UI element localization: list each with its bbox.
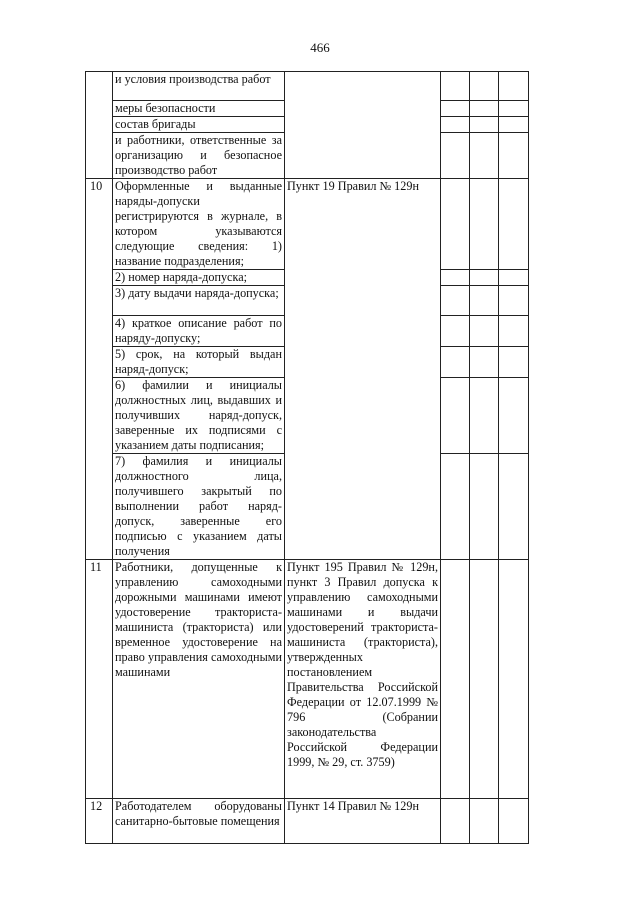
answer-yes-cell[interactable] bbox=[441, 316, 470, 347]
answer-no-cell[interactable] bbox=[470, 347, 499, 378]
requirement-cell: 7) фамилия и инициалы должностного лица, получившего закрытый по выполнении работ наряд-допуск, заверенные его подписью с указанием даты получения bbox=[113, 454, 285, 560]
table-row bbox=[86, 799, 529, 844]
answer-na-cell[interactable] bbox=[499, 799, 529, 844]
answer-na-cell[interactable] bbox=[499, 378, 529, 454]
answer-yes-cell[interactable] bbox=[441, 72, 470, 101]
answer-no-cell[interactable] bbox=[470, 799, 499, 844]
table-row bbox=[86, 72, 529, 101]
answer-yes-cell[interactable] bbox=[441, 347, 470, 378]
answer-na-cell[interactable] bbox=[499, 316, 529, 347]
answer-na-cell[interactable] bbox=[499, 179, 529, 270]
answer-na-cell[interactable] bbox=[499, 560, 529, 799]
checklist-table bbox=[85, 71, 529, 844]
requirement-cell: состав бригады bbox=[113, 117, 285, 133]
requirement-cell: и работники, ответственные за организацию и безопасное производство работ bbox=[113, 133, 285, 179]
table-row bbox=[86, 179, 529, 270]
reference-cell: Пункт 19 Правил № 129н bbox=[285, 179, 441, 560]
row-number-cell: 12 bbox=[86, 799, 113, 844]
requirement-cell: и условия производства работ bbox=[113, 72, 285, 101]
answer-na-cell[interactable] bbox=[499, 133, 529, 179]
answer-na-cell[interactable] bbox=[499, 270, 529, 286]
row-number-cell: 10 bbox=[86, 179, 113, 560]
answer-yes-cell[interactable] bbox=[441, 378, 470, 454]
answer-yes-cell[interactable] bbox=[441, 117, 470, 133]
answer-yes-cell[interactable] bbox=[441, 454, 470, 560]
answer-yes-cell[interactable] bbox=[441, 270, 470, 286]
answer-na-cell[interactable] bbox=[499, 72, 529, 101]
answer-na-cell[interactable] bbox=[499, 117, 529, 133]
reference-cell: Пункт 14 Правил № 129н bbox=[285, 799, 441, 844]
answer-no-cell[interactable] bbox=[470, 179, 499, 270]
row-number-cell bbox=[86, 72, 113, 179]
answer-no-cell[interactable] bbox=[470, 454, 499, 560]
answer-no-cell[interactable] bbox=[470, 378, 499, 454]
page-number: 466 bbox=[310, 40, 330, 55]
answer-no-cell[interactable] bbox=[470, 560, 499, 799]
answer-yes-cell[interactable] bbox=[441, 179, 470, 270]
answer-yes-cell[interactable] bbox=[441, 799, 470, 844]
answer-na-cell[interactable] bbox=[499, 101, 529, 117]
requirement-cell: 5) срок, на который выдан наряд-допуск; bbox=[113, 347, 285, 378]
answer-yes-cell[interactable] bbox=[441, 133, 470, 179]
answer-no-cell[interactable] bbox=[470, 101, 499, 117]
requirement-cell: Работники, допущенные к управлению самоходными дорожными машинами имеют удостоверение тракториста-машиниста (тракториста) или временное удостоверение на право управления самоходными машинами bbox=[113, 560, 285, 799]
answer-no-cell[interactable] bbox=[470, 316, 499, 347]
requirement-cell: 6) фамилии и инициалы должностных лиц, выдавших и получивших наряд-допуск, заверенные их подписями с указанием даты подписания; bbox=[113, 378, 285, 454]
answer-no-cell[interactable] bbox=[470, 270, 499, 286]
requirement-cell: 3) дату выдачи наряда-допуска; bbox=[113, 286, 285, 316]
requirement-cell: 4) краткое описание работ по наряду-допуску; bbox=[113, 316, 285, 347]
answer-no-cell[interactable] bbox=[470, 117, 499, 133]
answer-yes-cell[interactable] bbox=[441, 101, 470, 117]
answer-na-cell[interactable] bbox=[499, 454, 529, 560]
requirement-cell: Оформленные и выданные наряды-допуски регистрируются в журнале, в котором указываются следующие сведения: 1) название подразделения; bbox=[113, 179, 285, 270]
answer-no-cell[interactable] bbox=[470, 286, 499, 316]
answer-no-cell[interactable] bbox=[470, 133, 499, 179]
requirement-cell: 2) номер наряда-допуска; bbox=[113, 270, 285, 286]
answer-no-cell[interactable] bbox=[470, 72, 499, 101]
answer-na-cell[interactable] bbox=[499, 347, 529, 378]
table-row bbox=[86, 560, 529, 799]
answer-yes-cell[interactable] bbox=[441, 560, 470, 799]
answer-yes-cell[interactable] bbox=[441, 286, 470, 316]
row-number-cell: 11 bbox=[86, 560, 113, 799]
answer-na-cell[interactable] bbox=[499, 286, 529, 316]
reference-cell: Пункт 195 Правил № 129н, пункт 3 Правил допуска к управлению самоходными машинами и выдачи удостоверений тракториста-машиниста (тракториста), утвержденных постановлением Правительства Российской Федерации от 12.07.1999 № 796 (Собрании законодательства Российской Федерации 1999, № 29, ст. 3759) bbox=[285, 560, 441, 799]
requirement-cell: Работодателем оборудованы санитарно-бытовые помещения bbox=[113, 799, 285, 844]
reference-cell bbox=[285, 72, 441, 179]
requirement-cell: меры безопасности bbox=[113, 101, 285, 117]
